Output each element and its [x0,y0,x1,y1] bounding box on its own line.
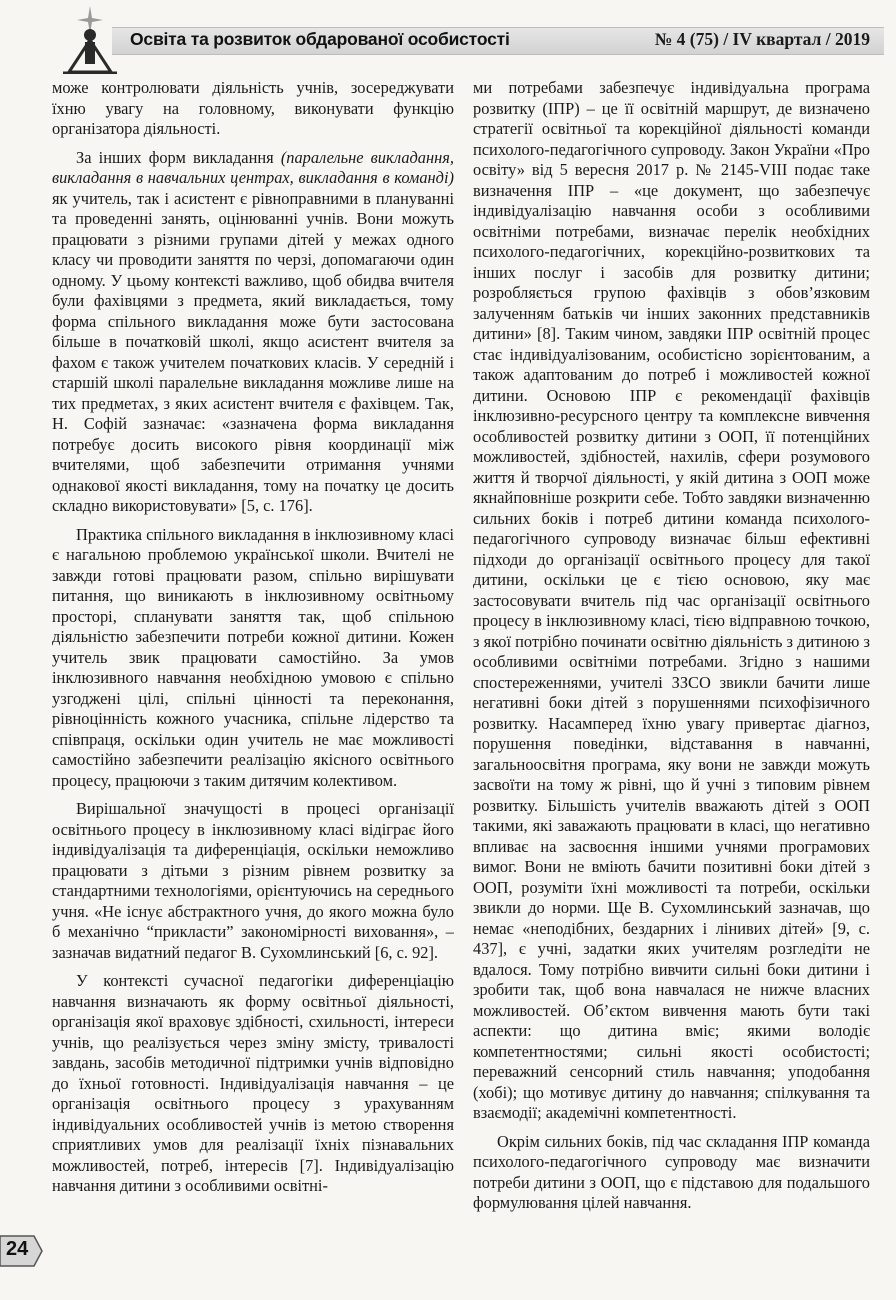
paragraph: За інших форм викладання (паралельне викладання, викладання в навчальних центрах, викладання в команді) як учитель, так і асистент є рівноправними в плануванні та проведенні занять, оцінюванні учнів. Вони можуть працювати з різними групами дітей у межах одного класу чи проводити заняття по черзі, допомагаючи один одному. У цьому контексті важливо, щоб обидва вчителя були фахівцями з предмета, який викладається, тому форма спільного викладання може бути застосована більше в початковій школі, якщо асистент вчителя за фахом є також учителем початкових класів. У середній і старшій школі паралельне викладання можливе лише на тих предметах, з яких асистент вчителя є фахівцем. Так, Н. Софій зазначає: «зазначена форма викладання потребує досить високого рівня координації між вчителями, щоб забезпечити отримання учнями однакової якості викладання, тому на початку це досить складно використовувати» [5, с. 176]. [52,147,454,515]
paragraph: може контролювати діяльність учнів, зосереджувати їхню увагу на головному, виконувати функцію організатора діяльності. [52,78,454,138]
paragraph: ми потребами забезпечує індивідуальна програма розвитку (ІПР) – це її освітній маршрут, де визначено стратегії освітньої та корекційної діяльності команди психолого-педагогічного супроводу. Закон України «Про освіту» від 5 вересня 2017 р. № 2145-VIII подає таке визначення ІПР – «це документ, що забезпечує індивідуалізацію навчання особи з особливими освітніми потребами, визначає перелік необхідних психолого-педагогічних, корекційно-розвиткових та інших послуг і засобів для розвитку дитини; розробляється групою фахівців з обов’язковим залученням батьків чи інших законних представників дитини» [8]. Таким чином, завдяки ІПР освітній процес стає індивідуалізованим, особистісно зорієнтованим, а також адаптованим до потреб і можливостей кожної дитини. Основою ІПР є рекомендації фахівців інклюзивно-ресурсного центру та комплексне вивчення особливостей розвитку дитини з ООП, її потенційних можливостей, здібностей, нахилів, сфери розумового життя й творчої діяльності, у якій дитина з ООП може якнайповніше розкрити себе. Тобто завдяки визначенню сильних боків і потреб дитини команда психолого-педагогічного супроводу визначає більш ефективні підходи до організації освітнього процесу для такої дитини, оскільки це є тією основою, яку має застосовувати вчитель під час організації освітнього процесу в інклюзивному класі, тією відправною точкою, з якої потрібно починати освітню діяльність з дитиною з особливими освітніми потребами. Згідно з нашими спостереженнями, учителі ЗЗСО звикли бачити лише негативні боки дітей з порушеннями психофізичного розвитку. Насамперед їхню увагу привертає діагноз, порушення поведінки, відставання в навчанні, загальноосвітня програма, яку вони не завжди можуть засвоїти на тому ж рівні, що й учні з типовим рівнем розвитку. Більшість учителів вважають дітей з ООП такими, які заважають працювати в класі, що негативно впливає на засвоєння іншими учнями програмових вимог. Вони не вміють бачити позитивні боки дітей з ООП, розуміти їхні можливості та потреби, оскільки звикли до норми. Ще В. Сухомлинський зазначав, що немає «неподібних, бездарних і лінивих дітей» [9, с. 437], є учні, задатки яких учителям розгледіти не вдалося. Тому потрібно вивчити сильні боки дитини і зробити так, щоб вона навчалася не нижче власних можливостей. Об’єктом вивчення мають бути такі аспекти: що дитина вміє; якими володіє компетентностями; сильні якості особистості; переважний сенсорний стиль навчання; уподобання (хобі); що мотивує дитину до навчання; спілкування та взаємодії; академічні компетентності. [473,78,870,1122]
page-header [0,0,896,80]
left-column [52,78,454,1283]
issue-number: № 4 (75) / IV квартал / 2019 [654,29,870,49]
paragraph: Практика спільного викладання в інклюзивному класі є нагальною проблемою української школи. Вчителі не завжди готові працювати разом, спільно вирішувати питання, що виникають в інклюзивному освітньому просторі, спланувати заняття так, щоб спільною діяльністю забезпечити потреби кожної дитини. Кожен учитель звик працювати самостійно. За умов інклюзивного навчання необхідною умовою є спільно узгоджені цілі, спільні цінності та переконання, рівноцінність кожного учасника, спільне лідерство та співпраця, оскільки один учитель не має можливості самостійно забезпечити реалізацію якісного освітнього процесу, працюючи з таким дитячим колективом. [52,524,454,790]
right-column [473,78,870,1283]
italic-phrase: (паралельне викладання, викладання в навчальних центрах, викладання в команді) [52,147,454,187]
paragraph: У контексті сучасної педагогіки диференціацію навчання визначають як форму освітньої діяльності, організація якої враховує здібності, схильності, інтереси учнів, що реалізується через зміну змісту, тривалості завдань, засобів методичної підтримки учнів відповідно до їхньої готовності. Індивідуалізація навчання – це організація освітнього процесу з урахуванням індивідуальних особливостей учнів із метою створення сприятливих умов для реалізації їхніх пізнавальних можливостей, потреб, інтересів [7]. Індивідуалізацію навчання дитини з особливими освітні- [52,971,454,1195]
paragraph: Вирішальної значущості в процесі організації освітнього процесу в інклюзивному класі відіграє його індивідуалізація та диференціація, оскільки неможливо працювати з дітьми з різним рівнем розвитку за стандартними технологіями, орієнтуючись на середнього учня. «Не існує абстрактного учня, до якого можна було б механічно “прикласти” закономірності виховання», – зазначав видатний педагог В. Сухомлинський [6, с. 92]. [52,799,454,962]
page-number: 24 [6,1238,29,1260]
paragraph: Окрім сильних боків, під час складання ІПР команда психолого-педагогічного супроводу має визначити потреби дитини з ООП, що є підставою для подальшого формулювання цілей навчання. [473,1131,870,1212]
journal-title: Освіта та розвиток обдарованої особистості [130,29,510,49]
